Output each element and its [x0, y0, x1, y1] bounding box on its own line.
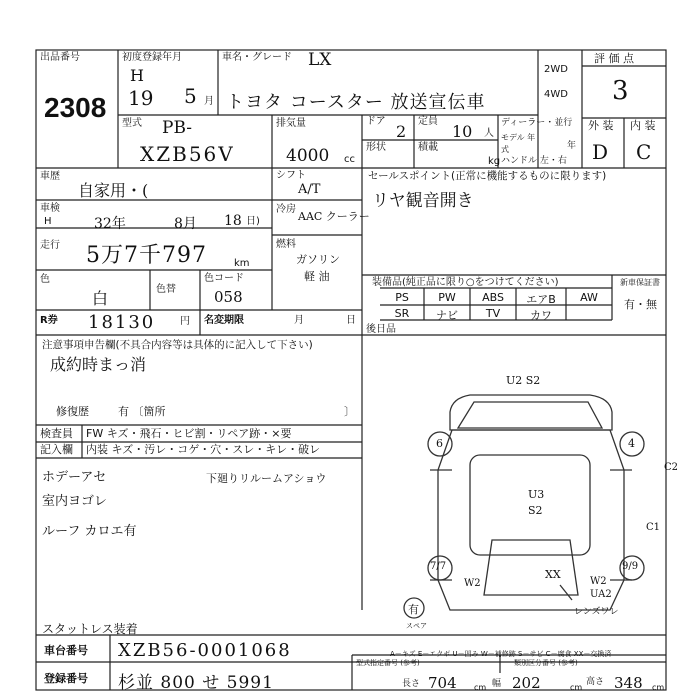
fuel-label: 燃料: [276, 239, 296, 250]
model-prefix: PB-: [162, 118, 192, 138]
inspection-era: H: [44, 216, 52, 227]
lot-label: 出品番号: [40, 52, 80, 63]
equip-navi: ナビ: [436, 309, 458, 322]
remark-line2: 室内ヨゴレ: [42, 494, 108, 509]
reg-label: 登録番号: [44, 672, 88, 685]
yen-unit: 円: [180, 316, 190, 327]
sales-point: リヤ観音開き: [372, 191, 474, 211]
int-grade: C: [636, 140, 652, 164]
warranty-label: 新車保証書: [620, 278, 660, 287]
drive-2wd: 2WD: [544, 64, 568, 75]
model-label: 型式: [122, 118, 142, 129]
handle-label: ハンドル 左・右: [501, 156, 567, 166]
repair-value: 有 〔箇所: [118, 405, 166, 418]
inspection-month: 8月: [174, 216, 197, 232]
report-label: 注意事項申告欄(不具合内容等は具体的に記入して下さい): [42, 339, 313, 351]
dealer-label: ディーラー・並行: [501, 118, 573, 128]
diag-circle-note: 有: [408, 603, 419, 616]
remark-note-center: 下廻りリルームアショウ: [206, 472, 327, 485]
title-month: 月: [294, 315, 304, 326]
diag-top-marks: U2 S2: [506, 374, 541, 387]
reg-year: 19: [128, 86, 154, 110]
diag-center-u3: U3: [528, 488, 545, 501]
ac-value: AAC クーラー: [298, 210, 370, 223]
ext-grade: D: [592, 140, 609, 164]
later-label: 後日品: [366, 324, 396, 335]
width-label: 幅: [492, 679, 502, 689]
drive-4wd: 4WD: [544, 89, 568, 100]
equip-tv: TV: [485, 307, 501, 320]
inspector-row1: FW キズ・飛石・ヒビ割・リペア跡・×要: [86, 427, 292, 440]
diag-c1: C1: [646, 522, 661, 533]
equip-label: 装備品(純正品に限り○をつけてください): [372, 277, 559, 288]
inspection-day: 18: [224, 213, 242, 229]
equip-leather: カワ: [530, 309, 552, 322]
length-label: 長さ: [402, 679, 421, 689]
color-value: 白: [92, 289, 109, 308]
model-year-label: モデル 年式: [501, 133, 536, 154]
remark-line4: スタットレス装着: [42, 622, 138, 636]
load-label: 積載: [418, 142, 438, 153]
year-unit: 年: [567, 141, 577, 151]
category-label: 類別区分番号 (参考): [514, 659, 578, 667]
fuel-gasoline: ガソリン: [296, 253, 340, 266]
frame-number: XZB56-0001068: [118, 640, 292, 661]
grade: LX: [308, 50, 332, 70]
entry-label: 記入欄: [40, 443, 73, 456]
diag-legend: A－キズ E－エクボ U－凹み W－補修跡 S－サビ C－腐食 XX－交換済: [390, 650, 612, 658]
equip-sr: SR: [394, 307, 410, 320]
height-value: 348: [614, 674, 643, 692]
diag-lens: レンズワレ: [574, 607, 619, 617]
first-reg-label: 初度登録年月: [122, 52, 182, 63]
history-value: 自家用・(: [78, 181, 149, 200]
title-day: 日: [346, 315, 356, 326]
inspection-year: 32年: [94, 216, 126, 232]
sales-label: セールスポイント(正常に機能するものに限ります): [368, 170, 607, 182]
type-specified-label: 型式指定番号 (参考): [356, 659, 420, 667]
name-grade-label: 車名・グレード: [222, 52, 292, 63]
length-value: 704: [428, 674, 457, 692]
diag-ua2: UA2: [590, 589, 612, 600]
reg-number: 杉並 800 せ 5991: [118, 673, 274, 693]
capacity: 10: [452, 122, 473, 141]
ac-label: 冷房: [276, 204, 296, 215]
capacity-label: 定員: [418, 116, 438, 127]
diag-c2: C2: [664, 462, 679, 473]
width-value: 202: [512, 674, 541, 692]
inspection-label: 車検: [40, 203, 60, 214]
diag-right-bottom: 9/9: [622, 561, 639, 572]
displacement: 4000: [286, 146, 330, 166]
door-label: ドア: [366, 116, 386, 127]
report-value: 成約時まっ消: [50, 355, 147, 374]
score-label: 評 価 点: [594, 52, 634, 65]
equip-aw: AW: [580, 291, 598, 304]
diag-w2-left: W2: [464, 578, 481, 589]
length-unit: cm: [474, 683, 487, 692]
repair-label: 修復歴: [56, 405, 89, 418]
cc-unit: cc: [344, 154, 355, 165]
diag-left-top: 6: [436, 437, 443, 450]
recycle-value: 18130: [88, 312, 156, 333]
diag-w2-right: W2: [590, 576, 607, 587]
inspector-row2: 内装 キズ・汚レ・コゲ・穴・スレ・キレ・破レ: [86, 443, 321, 456]
height-unit: cm: [652, 683, 665, 692]
remark-line3: ルーフ カロエ有: [42, 524, 137, 539]
reg-era: H: [130, 66, 144, 85]
disp-label: 排気量: [276, 118, 306, 129]
width-unit: cm: [570, 683, 583, 692]
km-unit: km: [234, 258, 250, 269]
score: 3: [612, 76, 629, 106]
reg-month: 5: [184, 84, 197, 108]
car-name: トヨタ コースター 放送宣伝車: [226, 92, 486, 113]
shift-label: シフト: [276, 170, 306, 181]
history-label: 車歴: [40, 171, 60, 182]
shift-value: A/T: [298, 182, 321, 197]
kg-unit: kg: [488, 156, 501, 167]
equip-airbag: エアB: [526, 293, 556, 306]
diag-spare: スペア: [406, 622, 427, 630]
color-code: 058: [214, 288, 243, 306]
int-label: 内 装: [630, 119, 656, 132]
equip-abs: ABS: [482, 291, 504, 304]
color-code-label: 色コード: [204, 273, 244, 284]
inspector-label: 検査員: [40, 427, 73, 440]
fuel-light-oil: 軽 油: [304, 270, 330, 283]
doors: 2: [396, 122, 407, 141]
diag-left-bottom: 7/7: [430, 561, 447, 572]
ext-label: 外 装: [588, 119, 614, 132]
mileage-label: 走行: [40, 240, 60, 251]
inspection-day-label: 日): [246, 216, 260, 227]
mileage: 5万7千797: [86, 243, 207, 268]
diag-xx: XX: [545, 568, 561, 581]
frame-label: 車台番号: [44, 644, 88, 657]
lot-number: 2308: [44, 92, 107, 123]
person-unit: 人: [484, 128, 494, 139]
height-label: 高さ: [586, 677, 605, 687]
diag-center-s2: S2: [528, 504, 543, 517]
remark-line1: ホデーアセ: [42, 470, 107, 485]
color-label: 色: [40, 274, 50, 285]
warranty-value: 有・無: [624, 298, 657, 311]
repair-close: 〕: [344, 405, 355, 418]
equip-ps: PS: [395, 291, 409, 304]
color-change-label: 色替: [156, 284, 176, 295]
equip-pw: PW: [438, 291, 456, 304]
shape-label: 形状: [366, 142, 386, 153]
model-code: XZB56V: [140, 142, 235, 166]
diag-right-top: 4: [628, 437, 635, 450]
title-deadline-label: 名変期限: [204, 315, 244, 326]
reg-month-suffix: 月: [204, 96, 214, 107]
recycle-label: R券: [40, 315, 58, 326]
